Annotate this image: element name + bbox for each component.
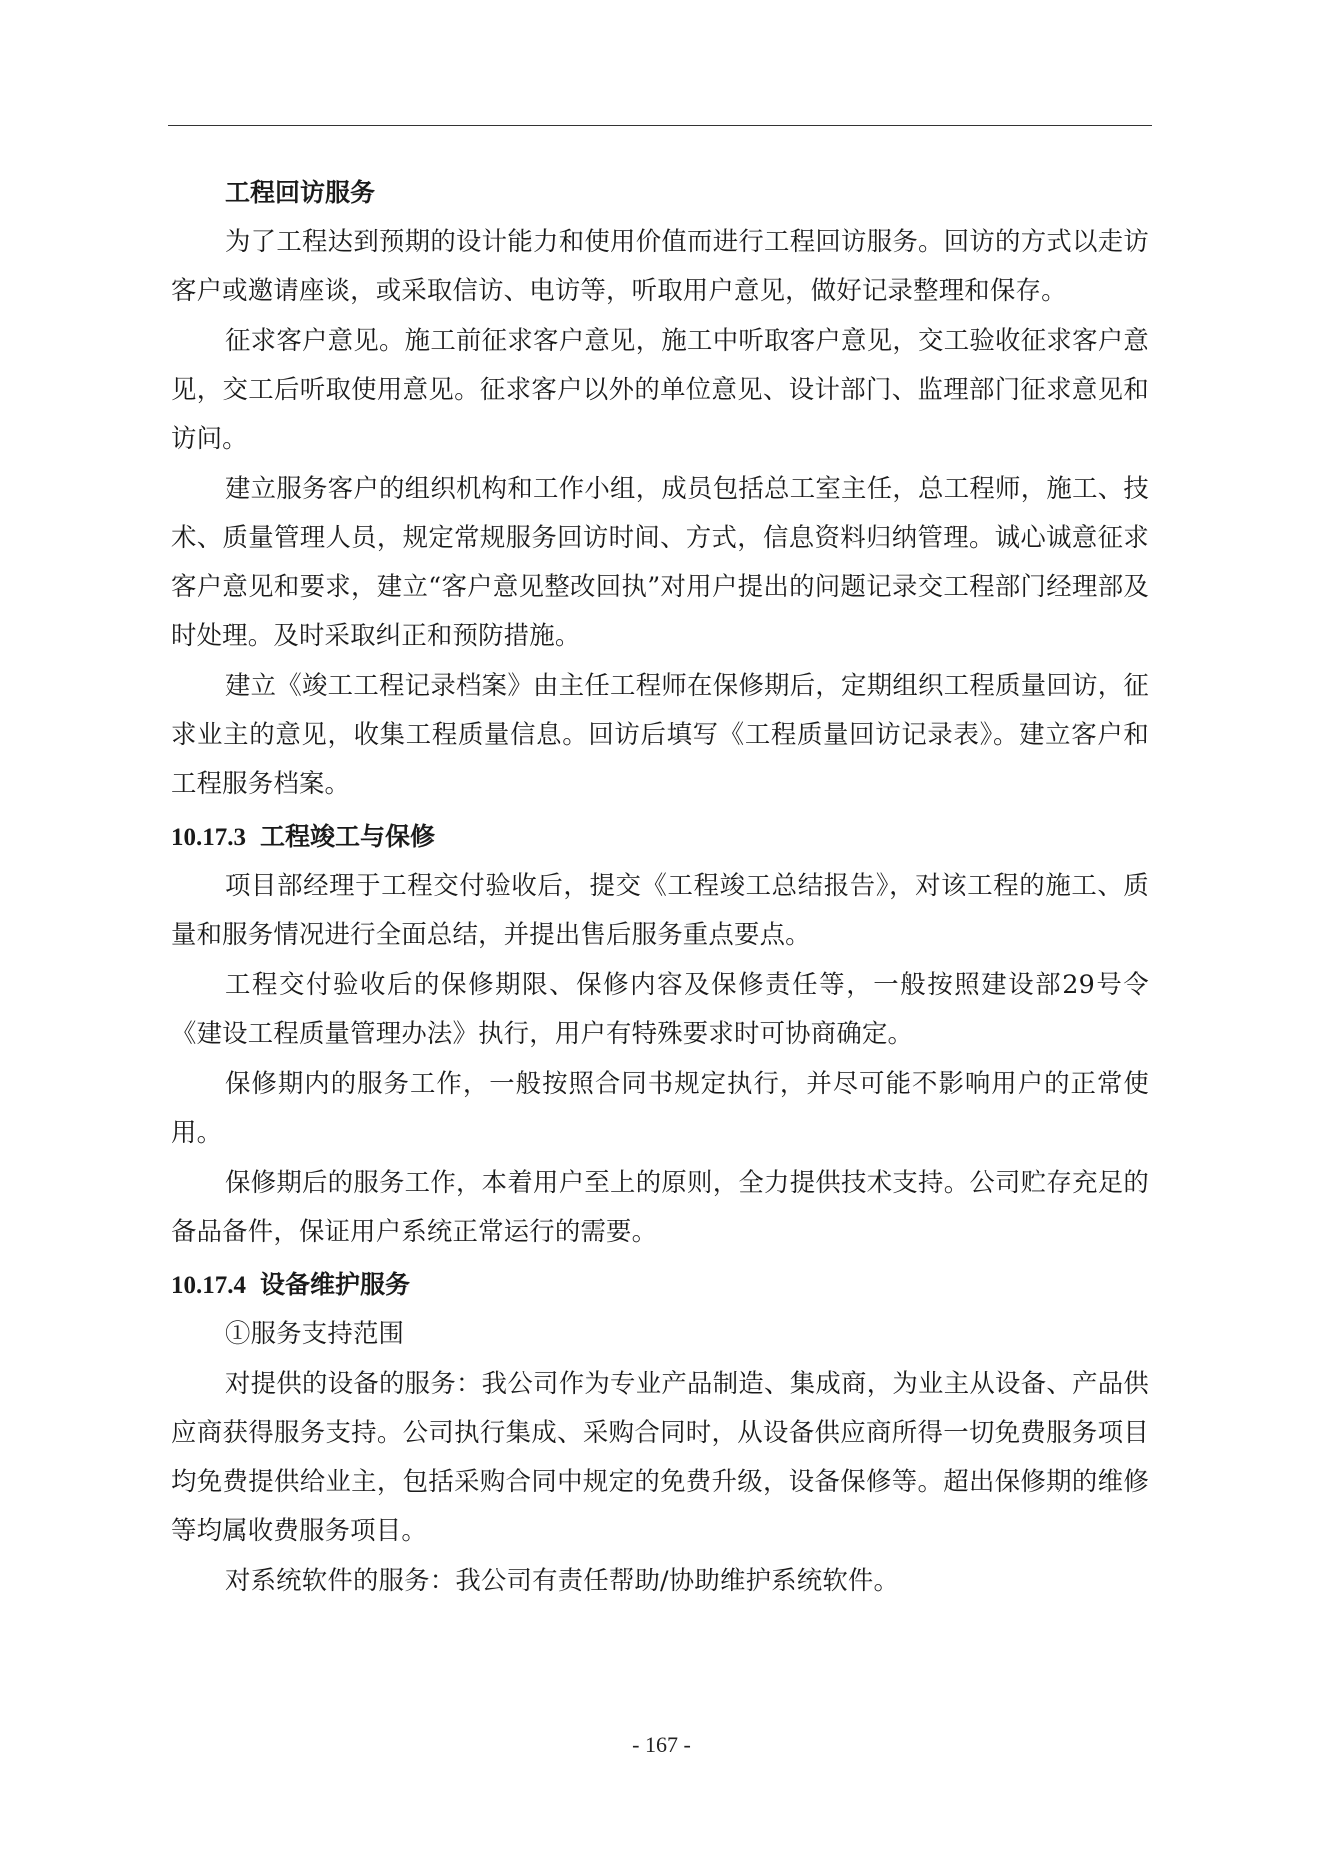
- document-body: [171, 168, 1149, 1605]
- page-number: - 167 -: [632, 1732, 691, 1757]
- paragraph: 项目部经理于工程交付验收后，提交《工程竣工总结报告》，对该工程的施工、质量和服务情况进行全面总结，并提出售后服务重点要点。: [171, 870, 1149, 949]
- paragraph: 工程交付验收后的保修期限、保修内容及保修责任等，一般按照建设部29号令《建设工程质量管理办法》执行，用户有特殊要求时可协商确定。: [171, 969, 1149, 1048]
- section-title-text: 工程竣工与保修: [260, 822, 436, 851]
- paragraph: 保修期后的服务工作，本着用户至上的原则，全力提供技术支持。公司贮存充足的备品备件，保证用户系统正常运行的需要。: [171, 1167, 1149, 1246]
- section-heading-10-17-3: [171, 812, 1149, 861]
- paragraph-subheading: ①服务支持范围: [225, 1318, 405, 1348]
- paragraph: 为了工程达到预期的设计能力和使用价值而进行工程回访服务。回访的方式以走访客户或邀请座谈，或采取信访、电访等，听取用户意见，做好记录整理和保存。: [171, 226, 1149, 305]
- paragraph: 对系统软件的服务：我公司有责任帮助/协助维护系统软件。: [225, 1565, 900, 1595]
- section-number: 10.17.4: [171, 1272, 246, 1299]
- section-title-text: 设备维护服务: [260, 1270, 411, 1299]
- paragraph: 对提供的设备的服务：我公司作为专业产品制造、集成商，为业主从设备、产品供应商获得服务支持。公司执行集成、采购合同时，从设备供应商所得一切免费服务项目均免费提供给业主，包括采购合同中规定的免费升级，设备保修等。超出保修期的维修等均属收费服务项目。: [171, 1368, 1149, 1545]
- section-title-text: 工程回访服务: [225, 178, 376, 207]
- section-number: 10.17.3: [171, 824, 246, 851]
- paragraph: 保修期内的服务工作，一般按照合同书规定执行，并尽可能不影响用户的正常使用。: [171, 1068, 1149, 1147]
- section-title-visit-service: [171, 168, 1149, 217]
- paragraph: 建立《竣工工程记录档案》由主任工程师在保修期后，定期组织工程质量回访，征求业主的意见，收集工程质量信息。回访后填写《工程质量回访记录表》。建立客户和工程服务档案。: [171, 670, 1149, 798]
- header-rule: [168, 125, 1152, 126]
- paragraph: 建立服务客户的组织机构和工作小组，成员包括总工室主任，总工程师，施工、技术、质量管理人员，规定常规服务回访时间、方式，信息资料归纳管理。诚心诚意征求客户意见和要求，建立“客户意见整改回执”对用户提出的问题记录交工程部门经理部及时处理。及时采取纠正和预防措施。: [171, 473, 1149, 650]
- section-heading-10-17-4: [171, 1260, 1149, 1309]
- paragraph: 征求客户意见。施工前征求客户意见，施工中听取客户意见，交工验收征求客户意见，交工后听取使用意见。征求客户以外的单位意见、设计部门、监理部门征求意见和访问。: [171, 325, 1149, 453]
